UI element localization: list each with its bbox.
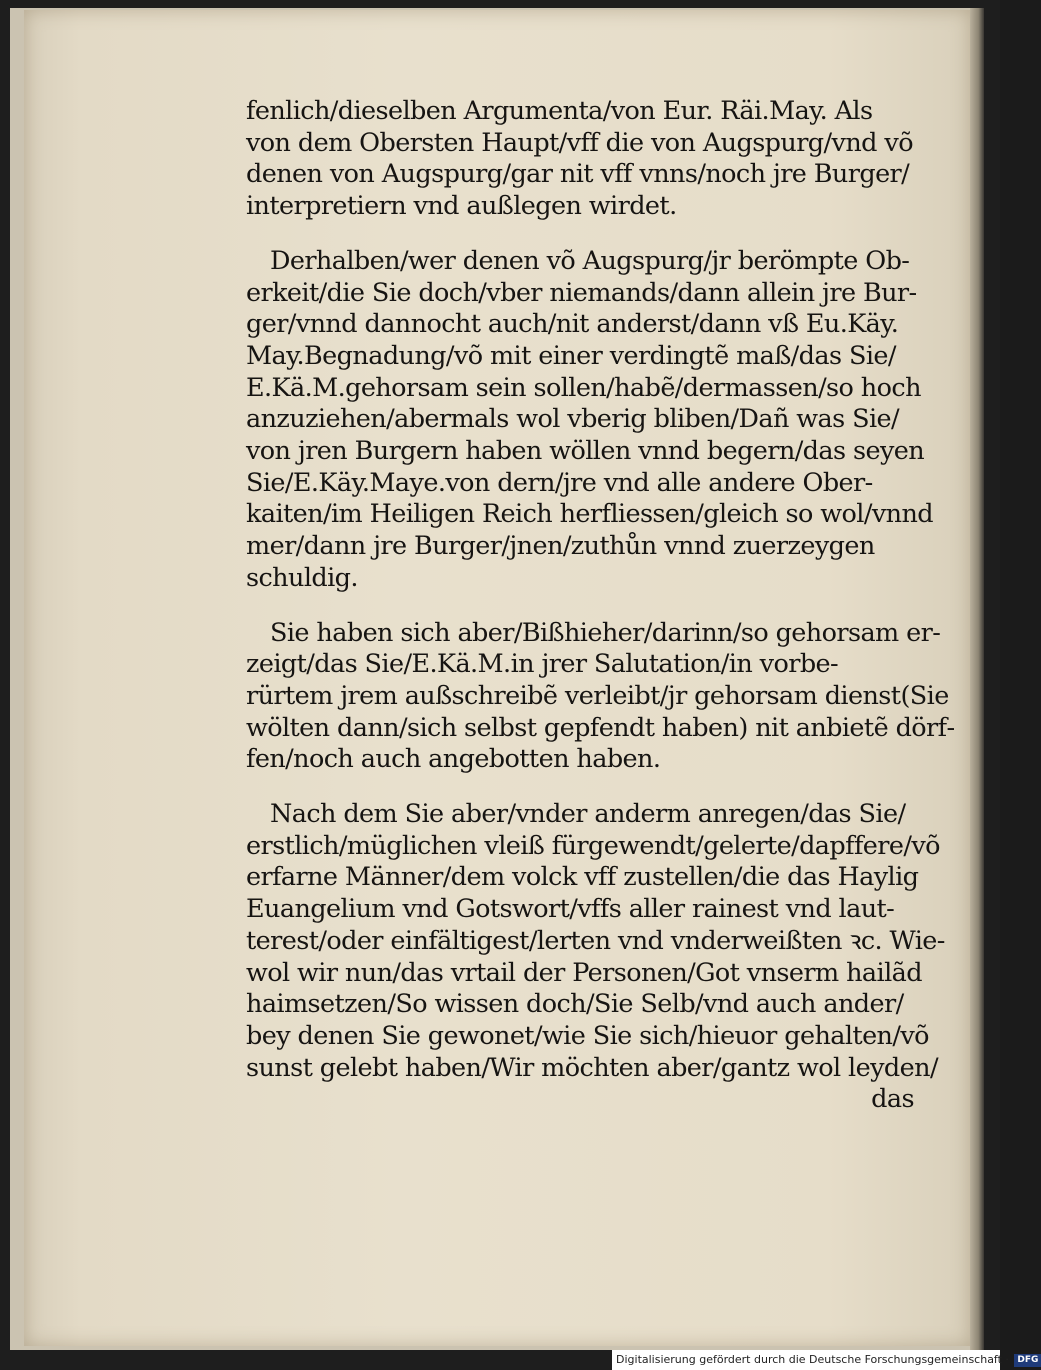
text-line: Derhalben/wer denen võ Augspurg/jr berömpte Ob‐ xyxy=(270,245,910,276)
text-line: erkeit/die Sie doch/vber niemands/dann allein jre Bur‐ xyxy=(246,277,917,308)
text-line: Sie/E.Käy.Maye.von dern/jre vnd alle andere Ober‐ xyxy=(246,467,873,498)
text-line: Sie haben sich aber/Bißhieher/darinn/so gehorsam er‐ xyxy=(270,617,941,648)
text-line: erfarne Männer/dem volck vff zustellen/die das Haylig xyxy=(246,862,919,893)
text-line: von dem Obersten Haupt/vff die von Augspurg/vnd võ xyxy=(246,127,913,158)
text-line: denen von Augspurg/gar nit vff vnns/noch jre Burger/ xyxy=(246,159,910,190)
paragraph-gap xyxy=(246,223,936,246)
text-line: E.Kä.M.gehorsam sein sollen/habẽ/dermassen/so hoch xyxy=(246,372,921,403)
paragraph xyxy=(246,96,936,223)
text-line: haimsetzen/So wissen doch/Sie Selb/vnd auch ander/ xyxy=(246,989,904,1020)
paragraph xyxy=(246,799,945,1084)
text-line: kaiten/im Heiligen Reich herfliessen/gleich so wol/vnnd xyxy=(246,499,934,530)
dfg-logo: DFG xyxy=(1014,1354,1041,1367)
text-line: erstlich/müglichen vleiß fürgewendt/gelerte/dapffere/võ xyxy=(246,830,940,861)
text-line: fen/noch auch angebotten haben. xyxy=(246,744,661,775)
paragraph-gap xyxy=(246,776,936,799)
text-line: Euangelium vnd Gotswort/vffs aller rainest vnd laut‐ xyxy=(246,894,895,925)
text-line: schuldig. xyxy=(246,562,358,593)
catchword: das xyxy=(871,1084,914,1115)
text-line: May.Begnadung/võ mit einer verdingtẽ maß/das Sie/ xyxy=(246,340,896,371)
paragraph xyxy=(246,246,936,595)
text-line: terest/oder einfältigest/lerten vnd vnderweißten ꝛc. Wie‐ xyxy=(246,925,945,956)
text-line: bey denen Sie gewonet/wie Sie sich/hieuor gehalten/võ xyxy=(246,1020,929,1051)
text-line: rürtem jrem außschreibẽ verleibt/jr gehorsam dienst(Sie xyxy=(246,680,949,711)
text-line: mer/dann jre Burger/jnen/zuthůn vnnd zuerzeygen xyxy=(246,531,875,562)
text-line: wol wir nun/das vrtail der Personen/Got vnserm hailãd xyxy=(246,957,922,988)
footer-text: Digitalisierung gefördert durch die Deutsche Forschungsgemeinschaft · xyxy=(616,1353,1009,1366)
page-text xyxy=(246,96,955,1116)
dfg-footer xyxy=(612,1350,1039,1370)
text-line: zeigt/das Sie/E.Kä.M.in jrer Salutation/in vorbe‐ xyxy=(246,649,839,680)
text-line: interpretiern vnd außlegen wirdet. xyxy=(246,191,677,222)
text-line: von jren Burgern haben wöllen vnnd begern/das seyen xyxy=(246,436,925,467)
text-line: sunst gelebt haben/Wir möchten aber/gantz wol leyden/ xyxy=(246,1052,938,1083)
text-line: ger/vnnd dannocht auch/nit anderst/dann vß Eu.Käy. xyxy=(246,309,899,340)
page-edge xyxy=(970,8,984,1350)
paragraph-gap xyxy=(246,595,936,618)
text-line: Nach dem Sie aber/vnder anderm anregen/das Sie/ xyxy=(270,799,906,830)
text-line: wölten dann/sich selbst gepfendt haben) nit anbietẽ dörf‐ xyxy=(246,712,955,743)
text-line: fenlich/dieselben Argumenta/von Eur. Räi.May. Als xyxy=(246,96,873,126)
paragraph xyxy=(246,617,955,777)
text-line: anzuziehen/abermals wol vberig bliben/Dañ was Sie/ xyxy=(246,404,900,435)
